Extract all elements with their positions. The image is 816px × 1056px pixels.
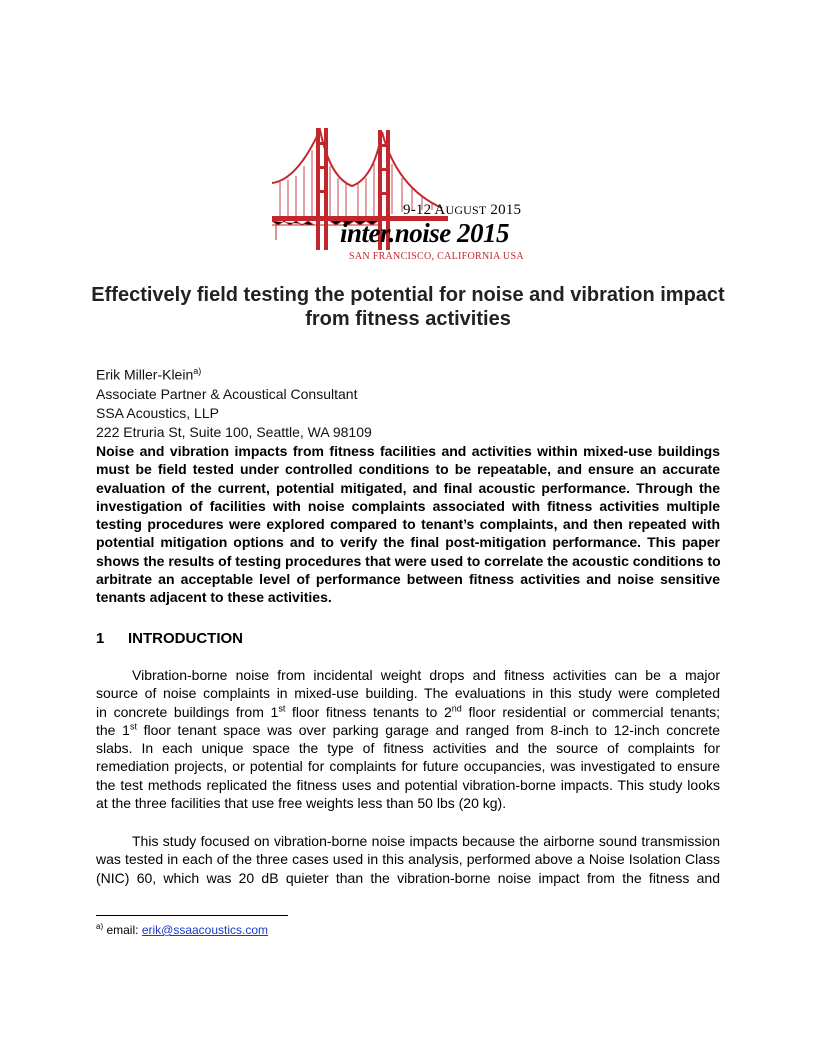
abstract-line: evaluation of the current, potential mitigated, and final acoustic performance. Through the — [96, 479, 720, 496]
abstract-line: Noise and vibration impacts from fitness facilities and activities within mixed-use buildings — [96, 443, 720, 459]
section-title: INTRODUCTION — [128, 630, 243, 647]
abstract — [96, 442, 720, 607]
conference-brand: inter.noise 2015 — [340, 218, 510, 248]
author-name: Erik Miller-Klein — [96, 366, 194, 383]
paragraph-line: Vibration-borne noise from incidental weight drops and fitness activities can be a major — [132, 667, 720, 683]
conference-location: SAN FRANCISCO, CALIFORNIA USA — [349, 251, 524, 262]
abstract-line: potential mitigation options and to verify the final post-mitigation performance. This paper — [96, 534, 720, 551]
author-role: Associate Partner & Acoustical Consultant — [96, 385, 358, 402]
paragraph-line: remediation projects, or potential for complaints for future occupancies, was investigated to ensure — [96, 758, 720, 775]
paper-title — [60, 283, 756, 331]
title-line: Effectively field testing the potential for noise and vibration impact — [91, 284, 725, 306]
conference-date: 9-12 AUGUST 2015 — [403, 202, 522, 218]
abstract-line: arbitrate an acceptable level of performance between fitness activities and noise sensitive — [96, 571, 720, 588]
paragraph-line: in concrete buildings from 1st floor fitness tenants to 2nd floor residential or commercial tenants; — [96, 702, 721, 720]
abstract-line: tenants adjacent to these activities. — [96, 589, 332, 606]
footnote-divider — [96, 915, 288, 916]
paragraph-line: the 1st floor tenant space was over parking garage and ranged from 8-inch to 12-inch concrete — [96, 721, 721, 738]
author-address: 222 Etruria St, Suite 100, Seattle, WA 98109 — [96, 423, 372, 440]
title-line: from fitness activities — [305, 308, 511, 330]
section-heading — [96, 630, 243, 647]
footnote — [96, 922, 268, 937]
conference-logo — [272, 128, 552, 270]
abstract-line: must be field tested under controlled conditions to be repeatable, and ensure an accurate — [96, 461, 720, 478]
abstract-line: shows the results of testing procedures that were used to correlate the acoustic conditions to — [96, 552, 721, 569]
paragraph-line: at the three facilities that use free weights less than 50 lbs (20 kg). — [96, 795, 507, 812]
paragraph-line: slabs. In each unique space the type of fitness activities and the source of complaints for — [96, 740, 720, 757]
paragraph-line: was tested in each of the three cases used in this analysis, performed above a Noise Isolation Class — [96, 851, 720, 868]
paragraph-line: source of noise complaints in mixed-use building. The evaluations in this study were completed — [96, 685, 720, 702]
footnote-label: email: — [103, 923, 142, 937]
footnote-marker: a) — [96, 922, 104, 931]
author-block — [96, 362, 372, 442]
author-footnote-marker: a) — [193, 366, 202, 376]
email-link[interactable]: erik@ssaacoustics.com — [141, 923, 269, 937]
paragraph-line: This study focused on vibration-borne noise impacts because the airborne sound transmission — [132, 833, 720, 849]
paragraph — [96, 666, 720, 812]
abstract-line: testing procedures were explored compared to tenant’s complaints, and then repeated with — [96, 516, 720, 533]
paragraph — [96, 832, 720, 887]
paragraph-line: (NIC) 60, which was 20 dB quieter than the vibration-borne noise impact from the fitness and — [96, 869, 720, 886]
paragraph-line: the test methods replicated the fitness uses and potential vibration-borne impacts. This study looks — [96, 776, 720, 793]
abstract-line: investigation of facilities with noise complaints associated with fitness activities multiple — [96, 497, 720, 514]
section-number: 1 — [96, 630, 105, 647]
author-company: SSA Acoustics, LLP — [96, 404, 219, 421]
